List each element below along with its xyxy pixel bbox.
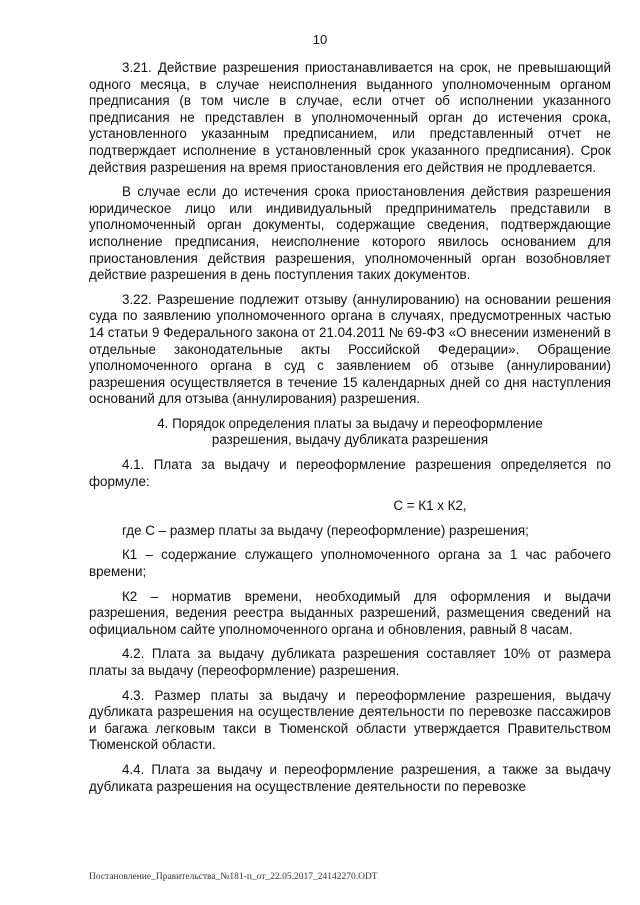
definition-k1: К1 – содержание служащего уполномоченного органа за 1 час рабочего времени; xyxy=(89,547,611,580)
paragraph-3-22: 3.22. Разрешение подлежит отзыву (аннулированию) на основании решения суда по заявлению уполномоченного органа в случаях, предусмотренных частью 14 статьи 9 Федерального закона от 21.04.2011 № 69-ФЗ «О внесении изменений в отдельные законодательные акты Российской Федерации». Обращение уполномоченного органа в суд с заявлением об отзыве (аннулировании) разрешения осуществляется в течение 15 календарных дней со дня наступления оснований для отзыва (аннулирования) разрешения. xyxy=(89,291,611,407)
definition-k2: К2 – норматив времени, необходимый для оформления и выдачи разрешения, ведения реестра выданных разрешений, размещения сведений на официальном сайте уполномоченного органа и обновления, равный 8 часам. xyxy=(89,588,611,637)
paragraph-4-1: 4.1. Плата за выдачу и переоформление разрешения определяется по формуле: xyxy=(89,457,611,489)
paragraph-suspension-resume: В случае если до истечения срока приостановления действия разрешения юридическое лицо или индивидуальный предприниматель представили в уполномоченный орган документы, содержащие сведения, подтверждающие исполнение предписания, неисполнение которого явилось основанием для приостановления действия разрешения, уполномоченный орган возобновляет действие разрешения в день поступления таких документов. xyxy=(89,184,611,283)
document-body xyxy=(89,60,611,803)
paragraph-4-4: 4.4. Плата за выдачу и переоформление разрешения, а также за выдачу дубликата разрешения на осуществление деятельности по перевозке xyxy=(89,761,611,794)
section-heading: 4. Порядок определения платы за выдачу и переоформление разрешения, выдачу дубликата разрешения xyxy=(157,415,543,448)
paragraph-3-21: 3.21. Действие разрешения приостанавливается на срок, не превышающий одного месяца, в случае неисполнения выданного уполномоченным органом предписания (в том числе в случае, если отчет об исполнении указанного предписания не представлен в уполномоченный орган до истечения срока, установленного указанным предписанием, или представленный отчет не подтверждает исполнение в установленный срок указанного предписания). Срок действия разрешения на время приостановления его действия не продлевается. xyxy=(89,60,611,175)
definition-c: где С – размер платы за выдачу (переоформление) разрешения; xyxy=(122,522,529,538)
paragraph-4-3: 4.3. Размер платы за выдачу и переоформление разрешения, выдачу дубликата разрешения на осуществление деятельности по перевозке пассажиров и багажа легковым такси в Тюменской области утверждается Правительством Тюменской области. xyxy=(89,687,611,753)
document-footer: Постановление_Правительства_№181-п_от_22.05.2017_24142270.ODT xyxy=(89,872,378,882)
paragraph-4-2: 4.2. Плата за выдачу дубликата разрешения составляет 10% от размера платы за выдачу (переоформление) разрешения. xyxy=(89,646,611,678)
page-number: 10 xyxy=(312,32,328,47)
fee-formula: С = К1 х К2, xyxy=(393,498,467,514)
